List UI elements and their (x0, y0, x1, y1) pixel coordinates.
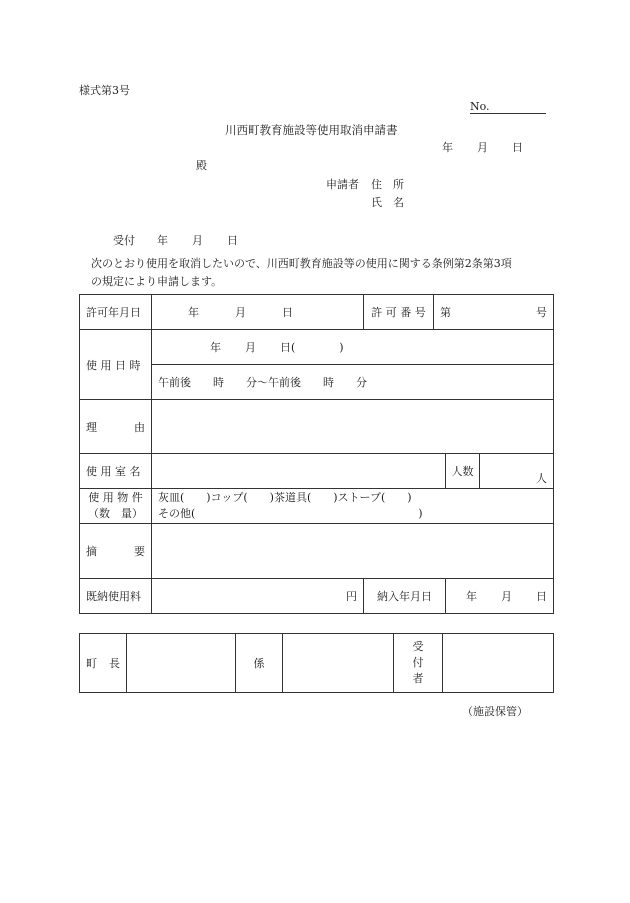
reason-label-b: 由 (134, 420, 145, 434)
use-month-label: 月 (245, 341, 256, 354)
items-row (80, 489, 554, 524)
items-other-open: その他( (158, 507, 196, 520)
use-date-row (80, 330, 554, 365)
received-month-label: 月 (192, 234, 203, 247)
received-date (113, 232, 238, 248)
room-row (80, 454, 554, 489)
approval-row (80, 634, 554, 693)
summary-label-b: 要 (134, 545, 145, 558)
reason-label (80, 400, 152, 454)
reason-field[interactable] (152, 400, 554, 454)
applicant-address-label: 住 所 (371, 178, 404, 191)
body-text-line-1: 次のとおり使用を取消したいので、川西町教育施設等の使用に関する条例第2条第3項 (91, 257, 512, 270)
permit-number-suffix: 号 (536, 306, 548, 319)
application-date (442, 139, 523, 155)
received-label: 受付 (113, 234, 135, 247)
people-unit: 人 (536, 472, 548, 485)
permit-day-label: 日 (282, 306, 293, 319)
reception-label-1: 受 (412, 640, 424, 653)
summary-label-a: 摘 (86, 545, 97, 558)
applicant-name-label: 氏 名 (371, 196, 404, 209)
use-time-row (80, 365, 554, 400)
use-datetime-label: 使 用 日 時 (80, 330, 152, 400)
items-line-1: 灰皿( )コップ( )茶道具( )ストーブ( ) (158, 491, 412, 504)
received-day-label: 日 (227, 234, 238, 247)
summary-field[interactable] (152, 524, 554, 579)
paid-day-label: 日 (536, 590, 548, 603)
fee-field[interactable] (152, 579, 364, 614)
fee-row (80, 579, 554, 614)
time-from-minute-to-ampm: 分〜午前後 (246, 376, 301, 389)
date-day-label: 日 (512, 141, 523, 154)
fee-unit: 円 (346, 590, 357, 603)
applicant-label: 申請者 (326, 178, 359, 191)
mayor-label (80, 634, 127, 693)
items-line-2 (158, 506, 547, 522)
people-field[interactable] (480, 454, 554, 489)
document-number-label: No. (470, 100, 490, 113)
time-from-ampm: 午前後 (158, 376, 191, 389)
document-title: 川西町教育施設等使用取消申請書 (225, 123, 398, 137)
mayor-label-a: 町 (86, 657, 97, 670)
items-field[interactable] (152, 489, 554, 524)
paid-year-label: 年 (466, 590, 478, 603)
reason-label-a: 理 (86, 420, 97, 434)
permit-number-label: 許 可 番 号 (364, 295, 434, 330)
room-field[interactable] (152, 454, 446, 489)
time-to-minute: 分 (356, 376, 367, 389)
permit-date-label: 許可年月日 (80, 295, 152, 330)
paid-month-label: 月 (501, 590, 513, 603)
permit-year-label: 年 (188, 306, 199, 319)
use-year-label: 年 (210, 341, 221, 354)
items-label-line-2: （数 量） (88, 507, 143, 520)
permit-number-field[interactable] (434, 295, 554, 330)
use-day-label: 日( (280, 341, 296, 354)
paid-date-field[interactable] (446, 579, 554, 614)
staff-stamp-field[interactable] (283, 634, 394, 693)
form-number: 様式第3号 (79, 84, 130, 97)
reason-row (80, 400, 554, 454)
application-form-table (79, 294, 554, 614)
mayor-stamp-field[interactable] (127, 634, 236, 693)
reception-stamp-field[interactable] (443, 634, 554, 693)
document-number-field[interactable] (470, 100, 546, 114)
use-time-field[interactable] (152, 365, 554, 400)
body-text-line-2: の規定により申請します。 (91, 275, 223, 288)
date-month-label: 月 (477, 141, 488, 154)
date-year-label: 年 (442, 141, 453, 154)
mayor-label-b: 長 (109, 657, 120, 670)
reception-label-2: 付 (412, 656, 424, 669)
use-weekday-close: ) (339, 341, 344, 354)
permit-month-label: 月 (235, 306, 246, 319)
items-label (80, 489, 152, 524)
summary-row (80, 524, 554, 579)
addressee-suffix: 殿 (196, 159, 207, 172)
room-label: 使 用 室 名 (80, 454, 152, 489)
applicant-address-row (326, 176, 404, 192)
received-year-label: 年 (157, 234, 168, 247)
time-from-hour: 時 (213, 376, 224, 389)
staff-label: 係 (236, 634, 283, 693)
approval-stamp-table (79, 633, 554, 693)
items-label-line-1: 使 用 物 件 (88, 491, 143, 504)
fee-label: 既納使用料 (80, 579, 152, 614)
paid-date-label: 納入年月日 (364, 579, 446, 614)
summary-label (80, 524, 152, 579)
permit-row (80, 295, 554, 330)
items-other-close: ) (418, 507, 423, 520)
reception-label (394, 634, 443, 693)
time-to-hour: 時 (323, 376, 334, 389)
permit-number-prefix: 第 (440, 306, 451, 319)
use-date-field[interactable] (152, 330, 554, 365)
permit-date-field[interactable] (152, 295, 364, 330)
footer-note: （施設保管） (462, 705, 528, 718)
reception-label-3: 者 (412, 672, 424, 685)
people-label: 人数 (446, 454, 480, 489)
